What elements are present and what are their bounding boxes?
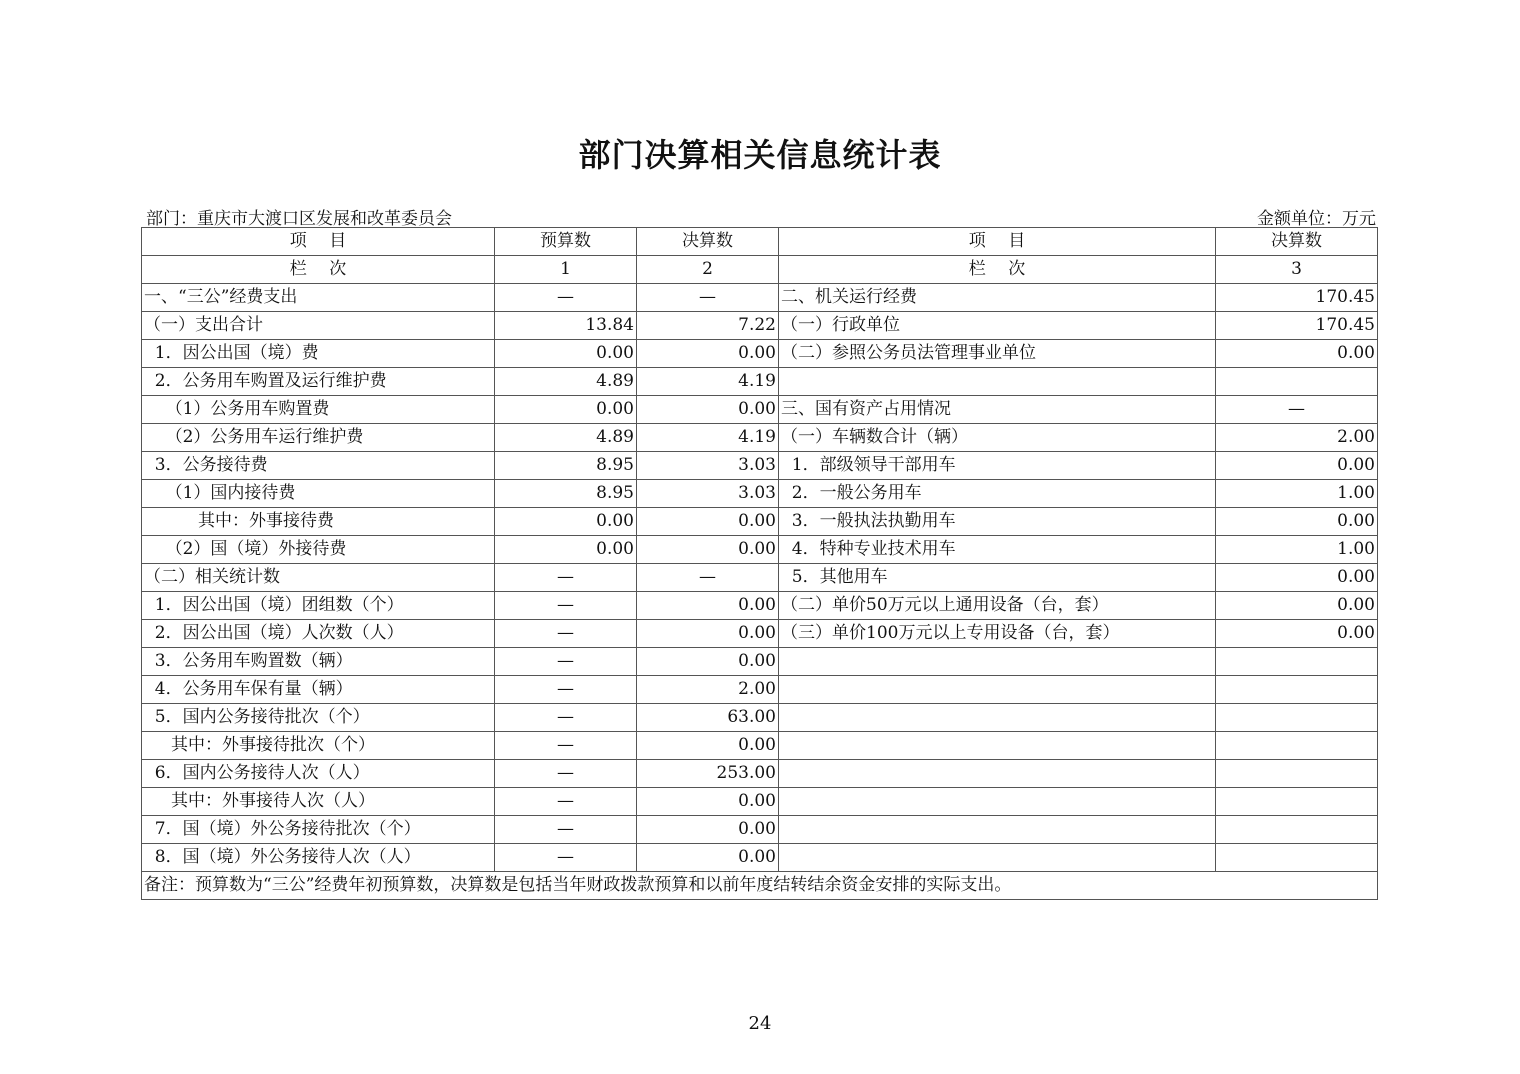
row-final-right: —	[1216, 396, 1378, 424]
table-row	[142, 592, 1378, 620]
row-final-right: 170.45	[1216, 312, 1378, 340]
row-budget: —	[495, 788, 637, 816]
row-budget: —	[495, 760, 637, 788]
row-final-right	[1216, 732, 1378, 760]
row-final-right	[1216, 788, 1378, 816]
row-final-right	[1216, 704, 1378, 732]
row-budget: 0.00	[495, 340, 637, 368]
row-item-left: 1．因公出国（境）团组数（个）	[142, 592, 495, 620]
row-item-right: 二、机关运行经费	[779, 284, 1216, 312]
row-budget: 0.00	[495, 536, 637, 564]
table-header-row	[142, 228, 1378, 256]
table-row	[142, 508, 1378, 536]
header-final-left: 决算数	[637, 228, 779, 256]
table-row	[142, 424, 1378, 452]
row-item-left: 3．公务用车购置数（辆）	[142, 648, 495, 676]
row-item-right	[779, 704, 1216, 732]
row-item-left: 其中：外事接待人次（人）	[142, 788, 495, 816]
table-row	[142, 816, 1378, 844]
row-item-left: 3．公务接待费	[142, 452, 495, 480]
table-row	[142, 284, 1378, 312]
row-final-left: 0.00	[637, 732, 779, 760]
row-final-left: 0.00	[637, 536, 779, 564]
table-row	[142, 452, 1378, 480]
table-note: 备注：预算数为“三公”经费年初预算数，决算数是包括当年财政拨款预算和以前年度结转结余资金安排的实际支出。	[142, 872, 1378, 900]
row-final-right: 1.00	[1216, 536, 1378, 564]
row-item-right	[779, 732, 1216, 760]
row-budget: 8.95	[495, 480, 637, 508]
page-number: 24	[748, 1013, 772, 1034]
row-budget: 13.84	[495, 312, 637, 340]
row-final-left: 0.00	[637, 816, 779, 844]
row-item-left: 1．因公出国（境）费	[142, 340, 495, 368]
row-final-right: 0.00	[1216, 508, 1378, 536]
index-3: 3	[1216, 256, 1378, 284]
row-budget: 4.89	[495, 424, 637, 452]
statistics-table	[141, 227, 1378, 900]
row-final-right: 0.00	[1216, 452, 1378, 480]
row-final-left: 2.00	[637, 676, 779, 704]
index-2: 2	[637, 256, 779, 284]
table-row	[142, 676, 1378, 704]
row-item-left: （二）相关统计数	[142, 564, 495, 592]
table-row	[142, 704, 1378, 732]
row-budget: —	[495, 676, 637, 704]
row-item-right: （二）参照公务员法管理事业单位	[779, 340, 1216, 368]
row-item-left: 其中：外事接待批次（个）	[142, 732, 495, 760]
row-budget: 8.95	[495, 452, 637, 480]
row-budget: —	[495, 732, 637, 760]
row-final-left: 0.00	[637, 844, 779, 872]
row-item-right: 5．其他用车	[779, 564, 1216, 592]
department-label: 部门：重庆市大渡口区发展和改革委员会	[146, 209, 452, 229]
row-final-left: 253.00	[637, 760, 779, 788]
table-row	[142, 760, 1378, 788]
row-item-right: （一）行政单位	[779, 312, 1216, 340]
row-final-right	[1216, 368, 1378, 396]
row-item-right: 4．特种专业技术用车	[779, 536, 1216, 564]
table-row	[142, 340, 1378, 368]
row-budget: 0.00	[495, 396, 637, 424]
row-final-right: 0.00	[1216, 564, 1378, 592]
row-final-right: 170.45	[1216, 284, 1378, 312]
table-row	[142, 312, 1378, 340]
table-row	[142, 564, 1378, 592]
row-final-right: 2.00	[1216, 424, 1378, 452]
row-budget: —	[495, 816, 637, 844]
table-row	[142, 844, 1378, 872]
table-row	[142, 368, 1378, 396]
row-item-left: 7．国（境）外公务接待批次（个）	[142, 816, 495, 844]
row-item-left: 8．国（境）外公务接待人次（人）	[142, 844, 495, 872]
header-budget: 预算数	[495, 228, 637, 256]
index-1: 1	[495, 256, 637, 284]
row-budget: —	[495, 648, 637, 676]
row-item-right	[779, 676, 1216, 704]
row-budget: 0.00	[495, 508, 637, 536]
row-item-left: 6．国内公务接待人次（人）	[142, 760, 495, 788]
row-final-right	[1216, 816, 1378, 844]
row-final-left: 3.03	[637, 452, 779, 480]
index-label-right: 栏 次	[779, 256, 1216, 284]
row-final-left: 7.22	[637, 312, 779, 340]
table-row	[142, 732, 1378, 760]
table-row	[142, 620, 1378, 648]
table-row	[142, 648, 1378, 676]
row-final-left: 0.00	[637, 340, 779, 368]
row-item-right: 三、国有资产占用情况	[779, 396, 1216, 424]
row-final-right: 1.00	[1216, 480, 1378, 508]
header-item-left: 项 目	[142, 228, 495, 256]
row-item-right	[779, 760, 1216, 788]
row-final-right	[1216, 676, 1378, 704]
column-index-row	[142, 256, 1378, 284]
row-budget: 4.89	[495, 368, 637, 396]
header-item-right: 项 目	[779, 228, 1216, 256]
row-item-left: 2．公务用车购置及运行维护费	[142, 368, 495, 396]
row-final-right: 0.00	[1216, 620, 1378, 648]
index-label-left: 栏 次	[142, 256, 495, 284]
row-item-left: （一）支出合计	[142, 312, 495, 340]
row-item-right: 2．一般公务用车	[779, 480, 1216, 508]
row-budget: —	[495, 704, 637, 732]
row-final-left: 0.00	[637, 788, 779, 816]
row-budget: —	[495, 564, 637, 592]
row-item-left: 4．公务用车保有量（辆）	[142, 676, 495, 704]
row-item-right	[779, 788, 1216, 816]
row-item-right	[779, 816, 1216, 844]
row-final-left: 0.00	[637, 592, 779, 620]
row-final-left: 4.19	[637, 424, 779, 452]
row-final-left: 4.19	[637, 368, 779, 396]
row-item-left: 5．国内公务接待批次（个）	[142, 704, 495, 732]
row-item-left: （2）公务用车运行维护费	[142, 424, 495, 452]
row-item-right	[779, 368, 1216, 396]
row-final-left: 0.00	[637, 396, 779, 424]
row-item-right	[779, 844, 1216, 872]
row-item-left: 其中：外事接待费	[142, 508, 495, 536]
row-final-left: 0.00	[637, 620, 779, 648]
unit-label: 金额单位：万元	[1257, 209, 1376, 229]
row-final-right	[1216, 648, 1378, 676]
row-item-right: 3．一般执法执勤用车	[779, 508, 1216, 536]
row-final-left: —	[637, 564, 779, 592]
row-final-left: 3.03	[637, 480, 779, 508]
row-item-right	[779, 648, 1216, 676]
row-final-left: —	[637, 284, 779, 312]
row-item-left: 2．因公出国（境）人次数（人）	[142, 620, 495, 648]
row-final-left: 63.00	[637, 704, 779, 732]
row-item-right: （二）单价50万元以上通用设备（台，套）	[779, 592, 1216, 620]
row-budget: —	[495, 844, 637, 872]
row-budget: —	[495, 592, 637, 620]
row-item-right: （一）车辆数合计（辆）	[779, 424, 1216, 452]
row-budget: —	[495, 620, 637, 648]
row-item-left: （1）公务用车购置费	[142, 396, 495, 424]
row-final-left: 0.00	[637, 508, 779, 536]
page-title: 部门决算相关信息统计表	[578, 136, 942, 174]
row-final-right	[1216, 760, 1378, 788]
row-item-left: （1）国内接待费	[142, 480, 495, 508]
note-row	[142, 872, 1378, 900]
table-row	[142, 788, 1378, 816]
row-final-right: 0.00	[1216, 592, 1378, 620]
row-item-right: 1．部级领导干部用车	[779, 452, 1216, 480]
table-row	[142, 536, 1378, 564]
row-item-left: （2）国（境）外接待费	[142, 536, 495, 564]
row-item-left: 一、“三公”经费支出	[142, 284, 495, 312]
row-item-right: （三）单价100万元以上专用设备（台，套）	[779, 620, 1216, 648]
row-final-left: 0.00	[637, 648, 779, 676]
table-row	[142, 480, 1378, 508]
row-final-right	[1216, 844, 1378, 872]
row-final-right: 0.00	[1216, 340, 1378, 368]
table-row	[142, 396, 1378, 424]
header-final-right: 决算数	[1216, 228, 1378, 256]
row-budget: —	[495, 284, 637, 312]
